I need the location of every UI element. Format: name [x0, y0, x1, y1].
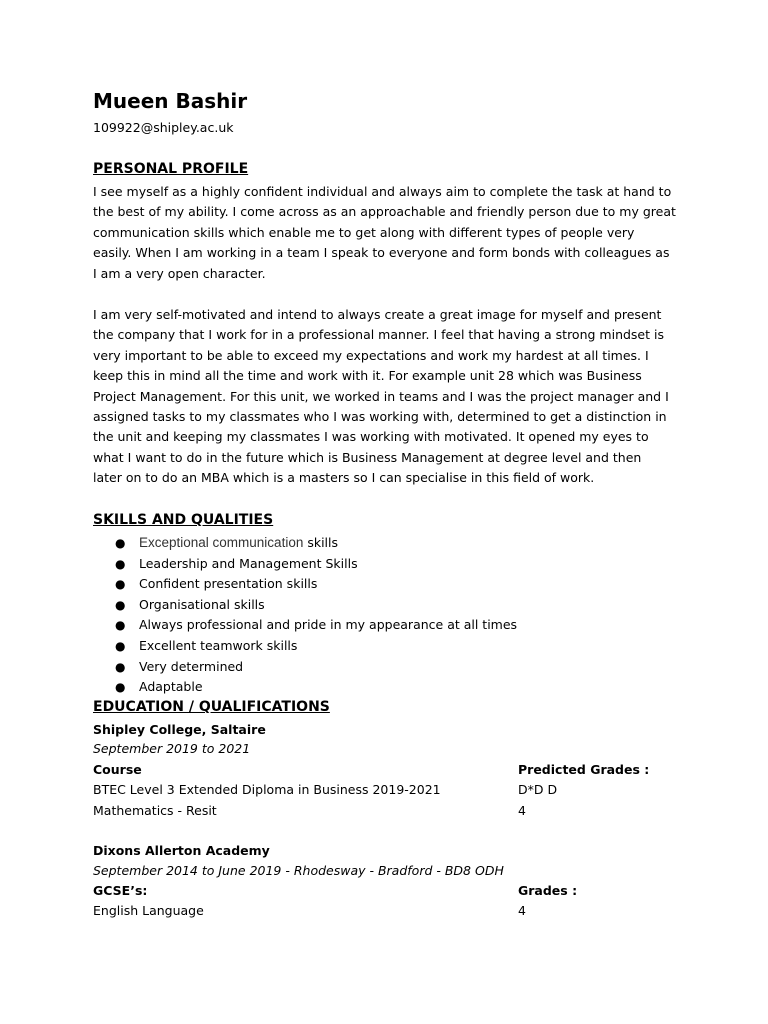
profile-line: easily. When I am working in a team I speak to everyone and form bonds with colleagues as: [93, 245, 670, 261]
skills-heading: SKILLS AND QUALITIES: [93, 512, 274, 528]
course-name: Mathematics - Resit: [93, 803, 217, 818]
course-name: BTEC Level 3 Extended Diploma in Business 2019-2021: [93, 782, 441, 797]
bullet-icon: ●: [115, 556, 126, 571]
skill-text-prefix: Exceptional communication: [139, 535, 304, 550]
skill-text: Leadership and Management Skills: [139, 555, 358, 571]
course-grade: 4: [518, 803, 526, 818]
candidate-email: 109922@shipley.ac.uk: [93, 120, 234, 135]
skill-text: Very determined: [139, 658, 244, 674]
profile-line: I am very self-motivated and intend to always create a great image for myself and present: [93, 307, 662, 322]
profile-line: the best of my ability. I come across as an approachable and friendly person due to my great: [93, 204, 676, 220]
school-dates: September 2019 to 2021: [93, 741, 251, 756]
grades-column-header: Grades :: [518, 883, 578, 898]
candidate-name: Mueen Bashir: [93, 89, 248, 113]
bullet-icon: ●: [115, 638, 126, 653]
school-dates: September 2014 to June 2019 - Rhodesway - Bradford - BD8 ODH: [93, 863, 504, 878]
profile-line: Project Management. For this unit, we worked in teams and I was the project manager and I: [93, 388, 669, 404]
profile-line: I see myself as a highly confident individual and always aim to complete the task at hand to: [93, 184, 672, 199]
course-column-header: Course: [93, 762, 142, 777]
profile-paragraph-1: [93, 182, 681, 284]
skill-text-suffix: skills: [303, 535, 338, 550]
subject-name: English Language: [93, 903, 204, 918]
profile-line: later on to do an MBA which is a masters so I can specialise in this field of work.: [93, 470, 595, 486]
skill-text: Always professional and pride in my appearance at all times: [139, 617, 518, 633]
bullet-icon: ●: [115, 659, 126, 674]
profile-line: assigned tasks to my classmates who I was working with, determined to get a distinction in: [93, 409, 667, 425]
profile-line: very important to be able to exceed my expectations and work my hardest at all times. I: [93, 347, 649, 363]
education-heading: EDUCATION / QUALIFICATIONS: [93, 699, 330, 715]
profile-line: I am a very open character.: [93, 265, 266, 281]
skill-text: Excellent teamwork skills: [139, 637, 298, 653]
profile-line: communication skills which enable me to get along with different types of people very: [93, 224, 635, 240]
skill-text: Organisational skills: [139, 596, 265, 612]
course-grade: D*D D: [518, 782, 558, 797]
bullet-icon: ●: [115, 577, 126, 592]
skill-text: Confident presentation skills: [139, 576, 318, 592]
profile-line: what I want to do in the future which is Business Management at degree level and then: [93, 449, 642, 465]
profile-line: keep this in mind all the time and work with it. For example unit 28 which was Business: [93, 368, 642, 384]
grades-column-header: Predicted Grades :: [518, 762, 650, 777]
bullet-icon: ●: [115, 680, 126, 695]
profile-paragraph-2: [93, 305, 681, 489]
bullet-icon: ●: [115, 618, 126, 633]
bullet-icon: ●: [115, 536, 126, 550]
profile-line: the company that I work for in a professional manner. I feel that having a strong mindset is: [93, 327, 664, 343]
bullet-icon: ●: [115, 597, 126, 612]
skill-text: Adaptable: [139, 679, 203, 695]
subject-grade: 4: [518, 903, 526, 918]
gcse-column-header: GCSE’s:: [93, 883, 148, 898]
school-name: Dixons Allerton Academy: [93, 843, 270, 858]
school-name: Shipley College, Saltaire: [93, 722, 266, 737]
personal-profile-heading: PERSONAL PROFILE: [93, 161, 249, 177]
profile-line: the unit and keeping my classmates I was working with motivated. It opened my eyes to: [93, 429, 649, 445]
